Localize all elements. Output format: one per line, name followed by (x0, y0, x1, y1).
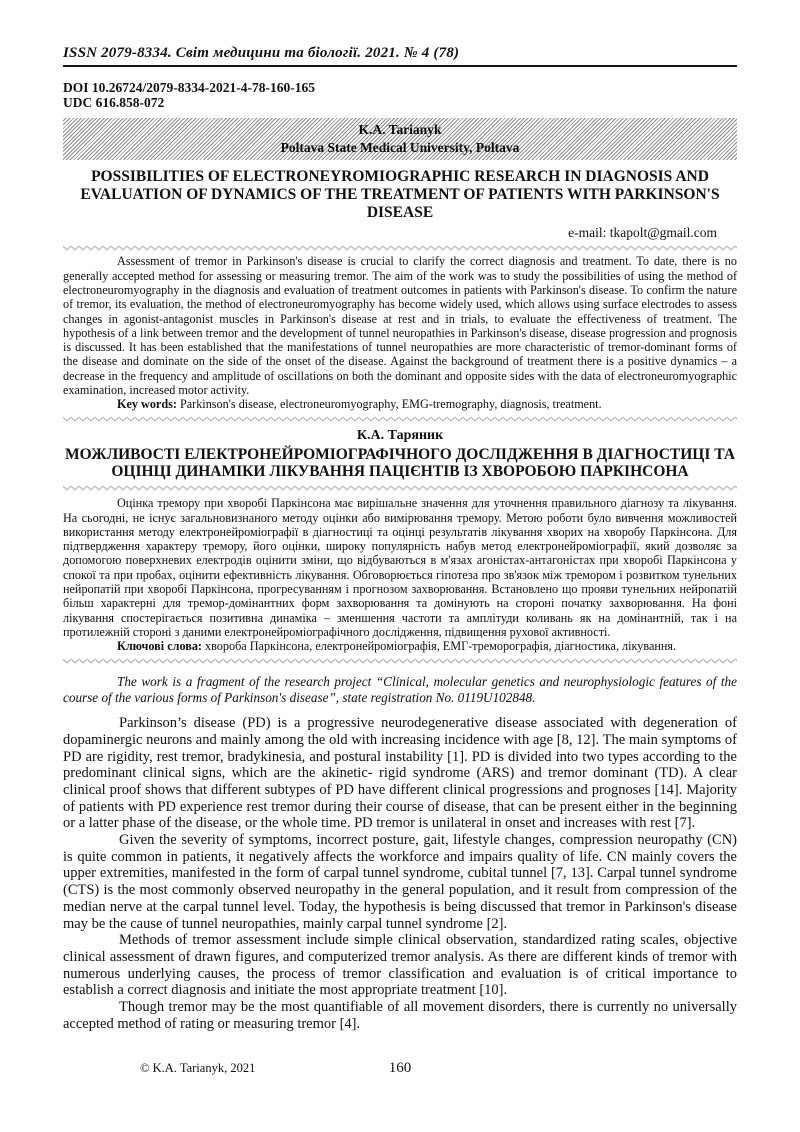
article-body (63, 715, 737, 1032)
article-identifiers (63, 80, 737, 110)
author-name-ua: К.А. Таряник (356, 427, 444, 443)
abstract-ua-text: Оцінка тремору при хворобі Паркінсона має вирішальне значення для уточнення правильного діагнозу та лікування. На сьогодні, не існує загальновизнаного методу оцінки або вимірювання тремору. Метою роботи було вивчення можливостей використання методу електронейроміографії в діагностиці та оцінці результатів лікування хворих на хворобу Паркінсона. Для підтвердження характеру тремору, його оцінки, широку популярність набув метод електронейроміографії, який дозволяє за допомогою поверхневих електродів оцінити зміни, що відбуваються в м'язах агоністах-антагоністах при хворобі Паркінсона у спокої та при пробах, оцінити ефективність лікування. Обговорюється гіпотеза про зв'язок між тремором і розвитком тунельних нейропатій при хворобі Паркінсона, прогресуванням і прогнозом захворювання. Встановлено що прояви тунельних нейропатій більш характерні для тремор-домінантних форм захворювання та домінують на стороні початку захворювання. На фоні лікування спостерігається позитивна динаміка – зменшення частоти та амплітуди коливань як на домінантній, так і на протилежній стороні з даними електронейроміографічного дослідження, підвищення рухової активності. (63, 496, 737, 639)
article-title-en: POSSIBILITIES OF ELECTRONEYROMIOGRAPHIC RESEARCH IN DIAGNOSIS AND EVALUATION OF DYNAMICS OF THE TREATMENT OF PATIENTS WITH PARKINSON'S DISEASE (80, 168, 720, 221)
keywords-ua-line (63, 639, 737, 653)
author-affiliation: Poltava State Medical University, Poltava (280, 139, 520, 155)
keywords-en-label: Key words: (117, 397, 180, 412)
zigzag-divider (63, 245, 737, 251)
project-note-text: The work is a fragment of the research project “Clinical, molecular genetics and neurophysiologic features of the course of the various forms of Parkinson's disease”, state registration No. 0119U102848. (63, 673, 737, 706)
author-name: K.A. Tarianyk (358, 122, 442, 137)
body-paragraph: Parkinson’s disease (PD) is a progressive neurodegenerative disease associated with degeneration of dopaminergic neurons and mainly among the old with increasing incidence with age [8, 12]. The main symptoms of PD are rigidity, rest tremor, bradykinesia, and postural instability [1]. PD is divided into two types according to the predominant clinical signs, which are the akinetic- rigid syndrome (ARS) and tremor dominant (TD). A clear clinical proof shows that different subtypes of PD have different clinical progressions and prognoses [14]. Majority of patients with PD experience rest tremor during their course of disease, that can be present either in the beginning or a latter phase of the disease, or the whole time. PD tremor is unilateral in onset and increases with rest [7]. (63, 715, 737, 832)
author-email: e-mail: tkapolt@gmail.com (568, 225, 717, 241)
journal-header: ISSN 2079-8334. Світ медицини та біології. 2021. № 4 (78) (63, 44, 737, 67)
project-note (63, 674, 737, 708)
zigzag-divider (63, 658, 737, 664)
page-number: 160 (388, 1060, 412, 1076)
page-footer (63, 1060, 737, 1084)
keywords-en-text: Parkinson's disease, electroneuromyography, EMG-tremography, diagnosis, treatment. (179, 397, 602, 412)
author-affiliation-box (63, 118, 737, 160)
copyright-line: © K.A. Tarianyk, 2021 (140, 1061, 256, 1075)
abstract-en (63, 254, 737, 411)
keywords-en-line (63, 397, 737, 411)
keywords-ua-label: Ключові слова: (117, 639, 206, 654)
body-paragraph: Given the severity of symptoms, incorrect posture, gait, lifestyle changes, compression neuropathy (CN) is quite common in patients, it negatively affects the workforce and impairs quality of life. CN mainly covers the upper extremities, manifested in the form of carpal tunnel syndrome, cubital tunnel [7, 13]. Carpal tunnel syndrome (CTS) is the most commonly observed neuropathy in the general population, and it result from compression of the median nerve at the carpal tunnel level. Today, the hypothesis is being discussed that tremor in Parkinson's disease may be the cause of tunnel neuropathies, mainly carpal tunnel syndrome [2]. (63, 832, 737, 932)
article-title-ua: МОЖЛИВОСТІ ЕЛЕКТРОНЕЙРОМІОГРАФІЧНОГО ДОСЛІДЖЕННЯ В ДІАГНОСТИЦІ ТА ОЦІНЦІ ДИНАМІКИ ЛІКУВАННЯ ПАЦІЄНТІВ ІЗ ХВОРОБОЮ ПАРКІНСОНА (64, 445, 736, 481)
udc-line: UDC 616.858-072 (63, 95, 165, 110)
keywords-ua-text: хвороба Паркінсона, електронейроміографія, ЕМГ-треморографія, діагностика, лікування. (205, 639, 677, 654)
zigzag-divider (63, 485, 737, 491)
body-paragraph: Though tremor may be the most quantifiable of all movement disorders, there is currently no universally accepted method of rating or measuring tremor [4]. (63, 999, 737, 1032)
body-paragraph: Methods of tremor assessment include simple clinical observation, standardized rating scales, objective clinical assessment of drawn figures, and computerized tremor analysis. As there are different kinds of tremor with numerous underlying causes, the process of tremor classification and evaluation is of critical importance to establish a correct diagnosis and initiate the most appropriate treatment [10]. (63, 932, 737, 999)
abstract-en-text: Assessment of tremor in Parkinson's disease is crucial to clarify the correct diagnosis and treatment. To date, there is no generally accepted method for assessing or measuring tremor. The aim of the work was to study the possibilities of using the method of electroneuromyography in the diagnosis and evaluation of treatment outcomes in patients with Parkinson's disease. To confirm the nature of tremor, its evaluation, the method of electroneuromyography has become widely used, which allows using surface electrodes to assess changes in agonist-antagonist muscles in Parkinson's disease at rest and in trials, to evaluate the effectiveness of treatment. The hypothesis of a link between tremor and the development of tunnel neuropathies in Parkinson's disease, disease progression and prognosis is discussed. It has been established that the manifestations of tunnel neuropathies are more characteristic of tremor-dominant forms of the disease and dominate on the side of the onset of the disease. Against the background of treatment there is a positive dynamics – a decrease in the frequency and amplitude of oscillations on both the dominant and opposite sides with the data of electroneuromyographic examination, increased motor activity. (63, 254, 737, 398)
zigzag-divider (63, 416, 737, 422)
abstract-ua (63, 496, 737, 653)
doi-line: DOI 10.26724/2079-8334-2021-4-78-160-165 (63, 80, 315, 95)
